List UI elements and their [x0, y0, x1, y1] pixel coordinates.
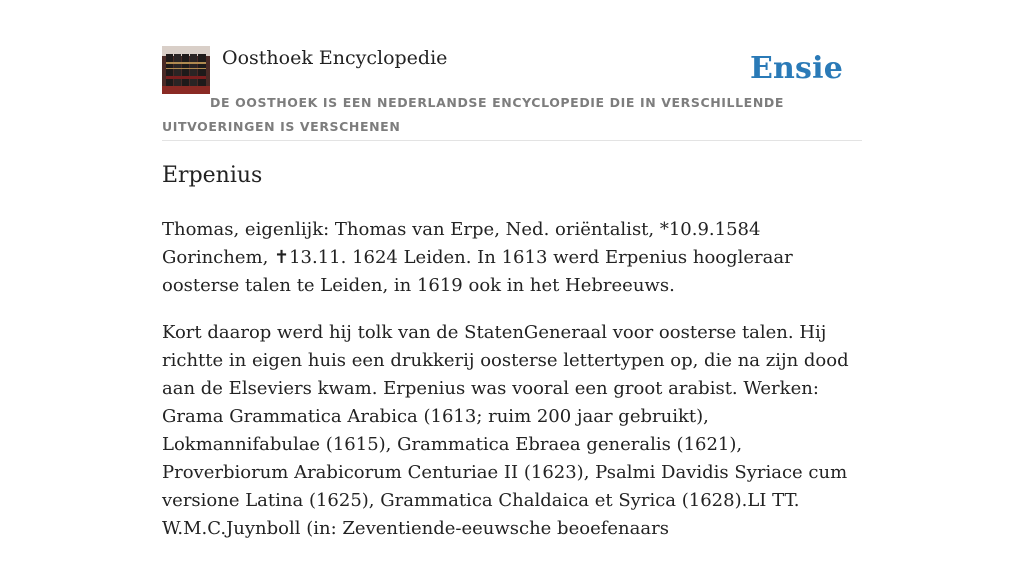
article-paragraph: Kort daarop werd hij tolk van de StatenGeneraal voor oosterse talen. Hij richtte in eigen huis een drukkerij oosterse lettertypen op, die na zijn dood aan de Elseviers kwam. Erpenius was vooral een groot arabist. Werken: Grama Grammatica Arabica (1613; ruim 200 jaar gebruikt), Lokmannifabulae (1615), Grammatica Ebraea generalis (1621), Proverbiorum Arabicorum Centuriae II (1623), Psalmi Davidis Syriace cum versione Latina (1625), Grammatica Chaldaica et Syrica (1628).LI TT. W.M.C.Juynboll (in: Zeventiende-eeuwsche beoefenaars [162, 322, 849, 539]
site-avatar[interactable] [162, 46, 210, 94]
article-body [162, 216, 868, 562]
article-title: Erpenius [162, 163, 263, 188]
site-tagline: DE OOSTHOEK IS EEN NEDERLANDSE ENCYCLOPEDIE DIE IN VERSCHILLENDE UITVOERINGEN IS VERSCHENEN [162, 95, 784, 134]
site-name[interactable]: Oosthoek Encyclopedie [222, 47, 448, 69]
encyclopedia-books-icon [162, 46, 210, 94]
brand-logo[interactable]: Ensie [749, 51, 843, 86]
site-header [162, 46, 862, 141]
article-paragraph: Thomas, eigenlijk: Thomas van Erpe, Ned. oriëntalist, *10.9.1584 Gorinchem, ✝13.11. 1624 Leiden. In 1613 werd Erpenius hoogleraar oosterse talen te Leiden, in 1619 ook in het Hebreeuws. [162, 219, 793, 296]
